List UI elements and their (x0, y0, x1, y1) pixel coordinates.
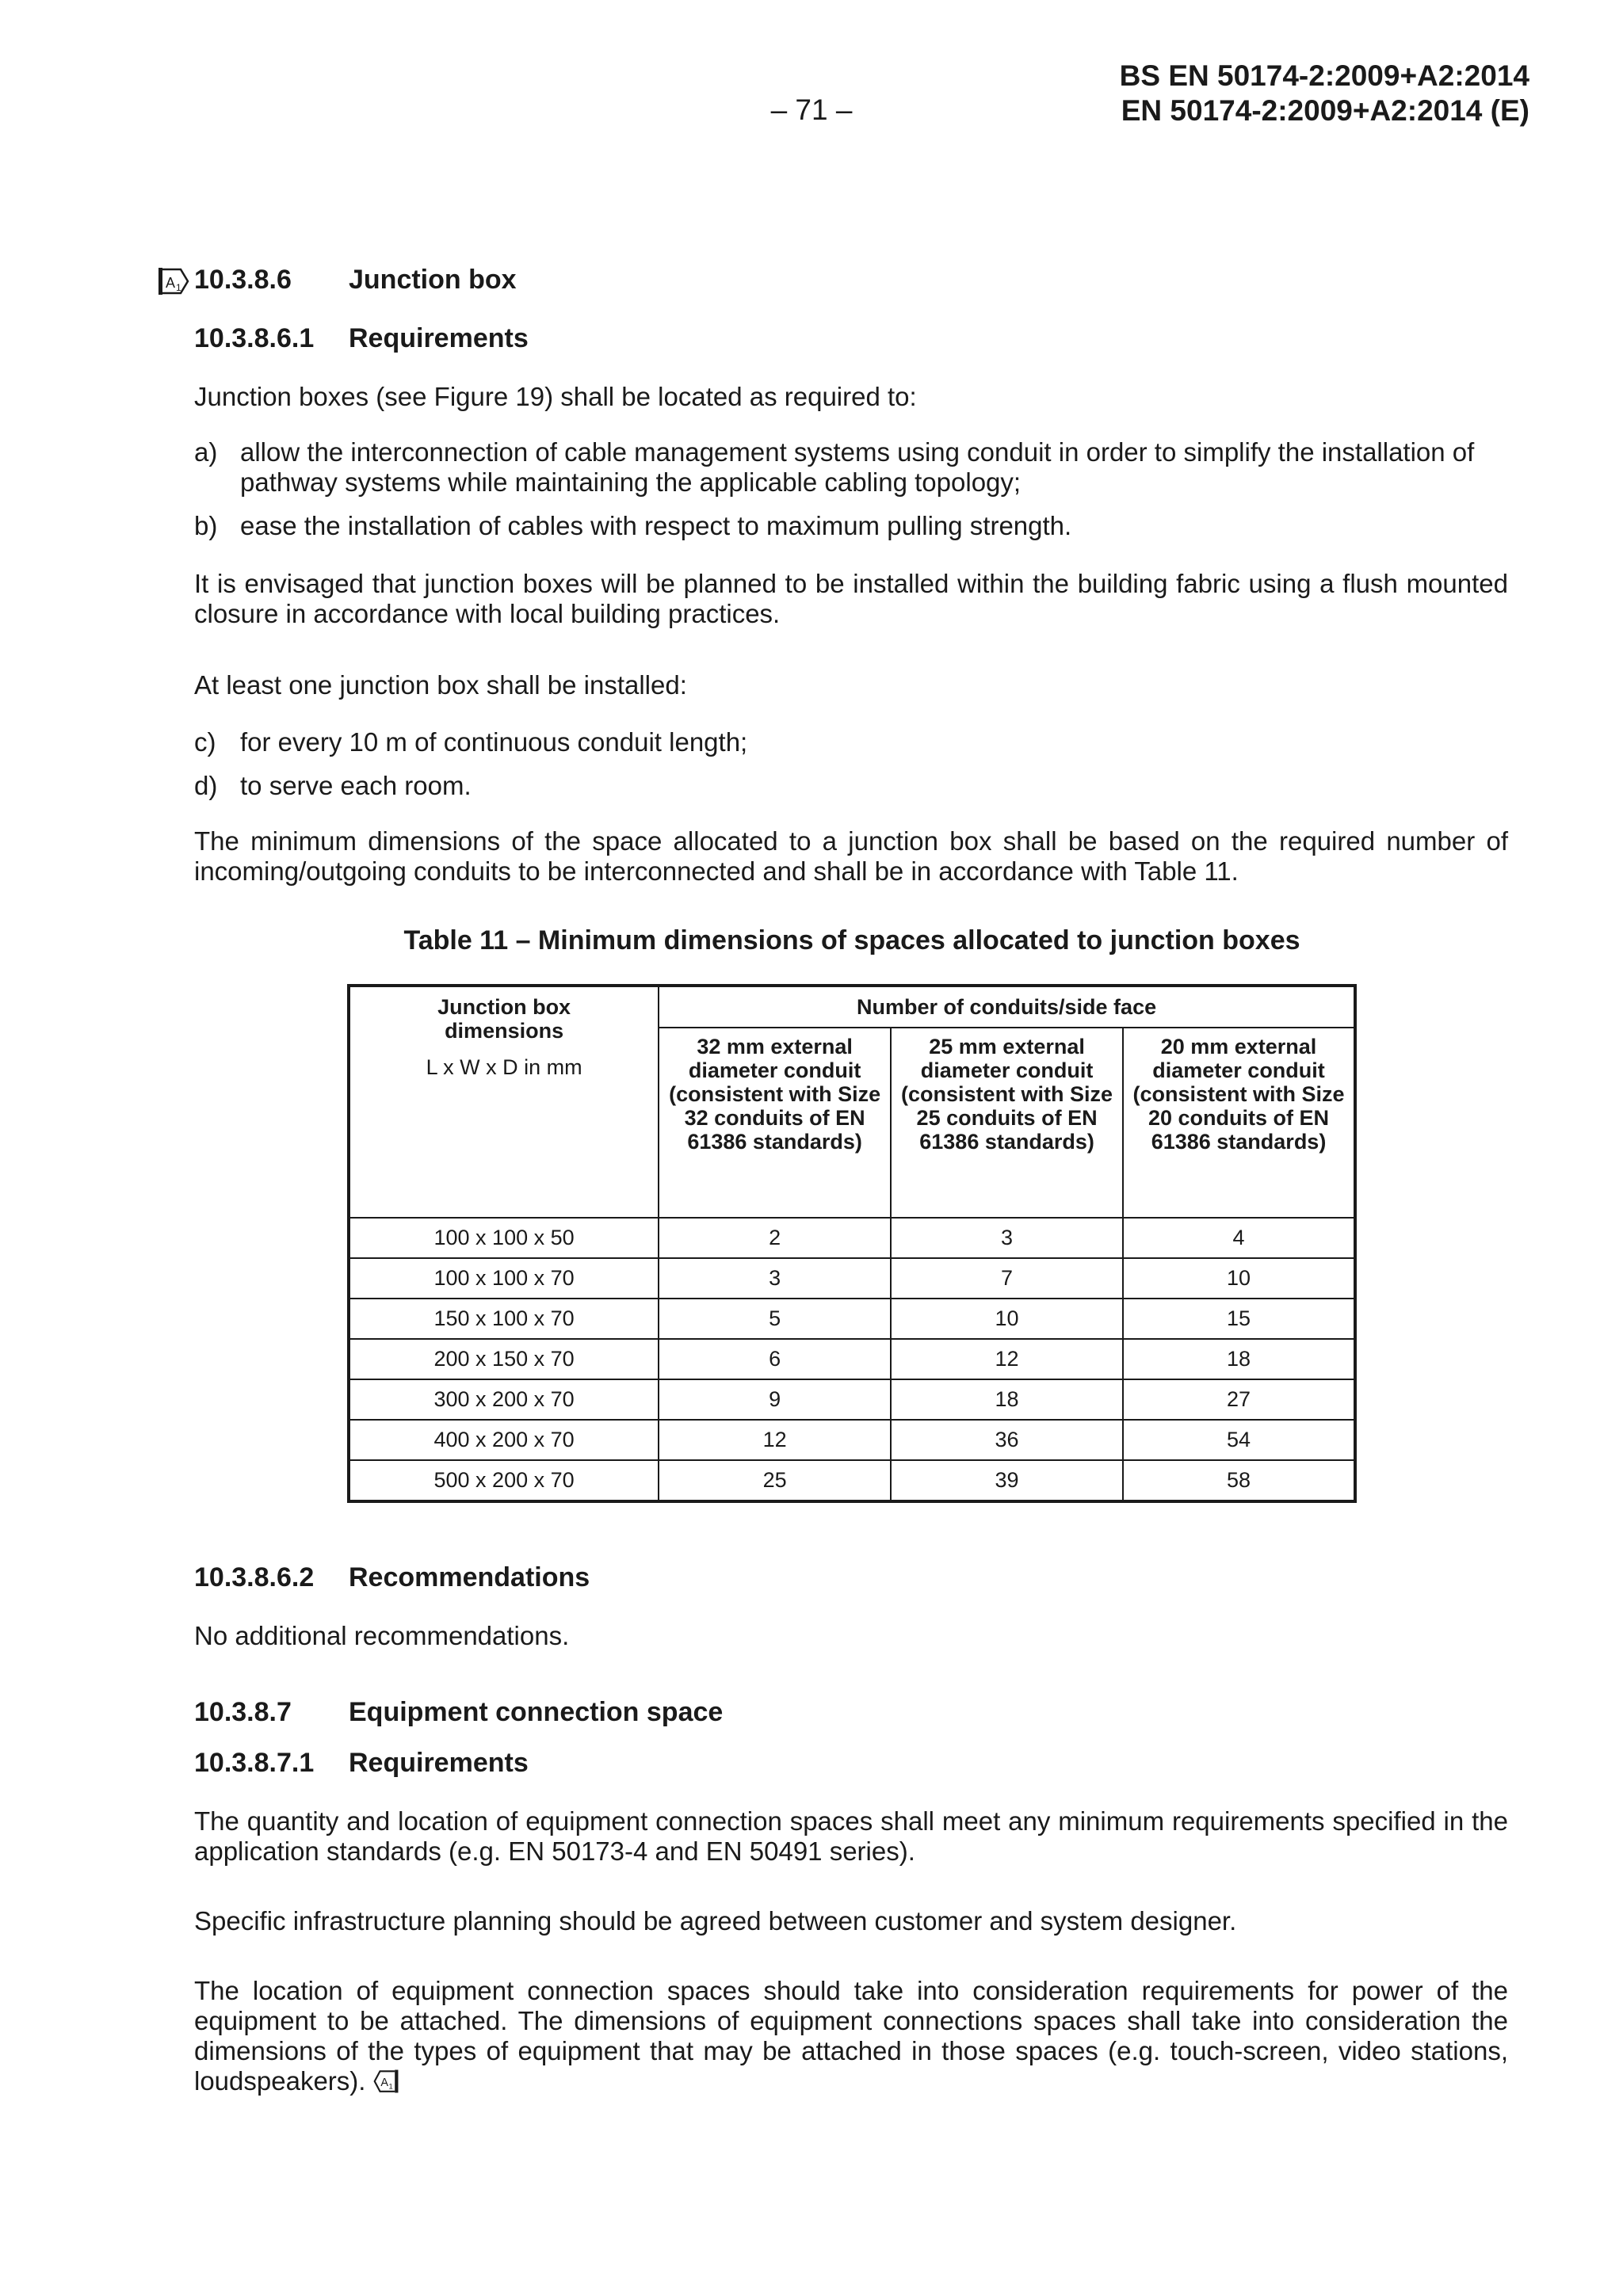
table-row (349, 1460, 1355, 1501)
paragraph-envisaged: It is envisaged that junction boxes will be planned to be installed within the building fabric using a flush mounted closure in accordance with local building practices. (194, 569, 1508, 628)
table-row (349, 1420, 1355, 1460)
list-text: to serve each room. (240, 771, 472, 800)
dimensions-unit: L x W x D in mm (426, 1055, 582, 1079)
amendment-end-marker-icon (373, 2068, 400, 2095)
paragraph-no-additional: No additional recommendations. (194, 1621, 570, 1650)
section-number: 10.3.8.6 (194, 265, 292, 295)
dimensions-header: Junction box dimensions (437, 995, 571, 1043)
section-number: 10.3.8.7.1 (194, 1748, 315, 1778)
table-row (349, 1258, 1355, 1299)
table-cell: 18 (1123, 1339, 1355, 1379)
heading-10-3-8-6 (194, 265, 517, 296)
page-number: – 71 – (770, 93, 853, 126)
table-cell: 58 (1123, 1460, 1355, 1501)
section-title: Junction box (349, 265, 517, 295)
svg-text:1: 1 (388, 2082, 393, 2091)
list-item-b (194, 511, 1508, 541)
table-cell: 500 x 200 x 70 (349, 1460, 659, 1501)
list-label: c) (194, 727, 216, 757)
table-cell: 27 (1123, 1379, 1355, 1420)
paragraph-intro: Junction boxes (see Figure 19) shall be located as required to: (194, 382, 917, 411)
table-cell: 7 (891, 1258, 1123, 1299)
table-header-row (349, 986, 1355, 1028)
svg-text:1: 1 (176, 282, 181, 293)
list-label: a) (194, 437, 218, 467)
table-cell: 3 (891, 1218, 1123, 1258)
table-cell: 6 (659, 1339, 891, 1379)
table-row (349, 1339, 1355, 1379)
heading-10-3-8-7 (194, 1697, 723, 1728)
table-cell: 39 (891, 1460, 1123, 1501)
list-item-d (194, 771, 1508, 801)
table-cell: 36 (891, 1420, 1123, 1460)
table-cell: 200 x 150 x 70 (349, 1339, 659, 1379)
table-cell: 4 (1123, 1218, 1355, 1258)
list-item-c (194, 727, 1508, 757)
table-cell: 3 (659, 1258, 891, 1299)
table-cell: 9 (659, 1379, 891, 1420)
table-cell: 150 x 100 x 70 (349, 1299, 659, 1339)
table-row (349, 1299, 1355, 1339)
table-cell: 300 x 200 x 70 (349, 1379, 659, 1420)
section-title: Recommendations (349, 1562, 590, 1592)
table-cell: 12 (659, 1420, 891, 1460)
amendment-start-marker-icon (157, 266, 190, 296)
paragraph-at-least: At least one junction box shall be installed: (194, 670, 687, 700)
col-header-32mm: 32 mm external diameter conduit (consistent with Size 32 conduits of EN 61386 standards) (659, 1028, 891, 1218)
section-number: 10.3.8.6.2 (194, 1562, 315, 1592)
list-text: for every 10 m of continuous conduit length; (240, 727, 748, 757)
section-title: Equipment connection space (349, 1697, 724, 1727)
heading-10-3-8-6-1 (194, 323, 529, 354)
paragraph-location (194, 1976, 1508, 2096)
table-row (349, 1218, 1355, 1258)
col-header-25mm: 25 mm external diameter conduit (consistent with Size 25 conduits of EN 61386 standards) (891, 1028, 1123, 1218)
document-identifier (1120, 59, 1529, 128)
table-caption: Table 11 – Minimum dimensions of spaces allocated to junction boxes (403, 925, 1300, 955)
col-header-20mm: 20 mm external diameter conduit (consistent with Size 20 conduits of EN 61386 standards) (1123, 1028, 1355, 1218)
table-cell: 100 x 100 x 50 (349, 1218, 659, 1258)
section-title: Requirements (349, 1748, 529, 1778)
table-cell: 12 (891, 1339, 1123, 1379)
list-item-a (194, 437, 1508, 498)
paragraph-minimum: The minimum dimensions of the space allocated to a junction box shall be based on the required number of incoming/outgoing conduits to be interconnected and shall be in accordance with Table 11. (194, 826, 1508, 886)
table-cell: 10 (891, 1299, 1123, 1339)
doc-id-line-2: EN 50174-2:2009+A2:2014 (E) (1121, 94, 1529, 127)
table-cell: 10 (1123, 1258, 1355, 1299)
table-cell: 25 (659, 1460, 891, 1501)
paragraph-quantity: The quantity and location of equipment connection spaces shall meet any minimum requirements specified in the application standards (e.g. EN 50173-4 and EN 50491 series). (194, 1806, 1508, 1866)
doc-id-line-1: BS EN 50174-2:2009+A2:2014 (1119, 59, 1529, 92)
junction-box-table (347, 984, 1357, 1503)
group-header-conduits: Number of conduits/side face (659, 986, 1355, 1028)
list-label: b) (194, 511, 218, 540)
table-cell: 5 (659, 1299, 891, 1339)
table-cell: 2 (659, 1218, 891, 1258)
section-number: 10.3.8.7 (194, 1697, 292, 1727)
table-cell: 18 (891, 1379, 1123, 1420)
table-cell: 100 x 100 x 70 (349, 1258, 659, 1299)
table-cell: 15 (1123, 1299, 1355, 1339)
section-number: 10.3.8.6.1 (194, 323, 315, 353)
list-label: d) (194, 771, 218, 800)
col-header-dimensions (349, 986, 659, 1218)
table-cell: 400 x 200 x 70 (349, 1420, 659, 1460)
paragraph-specific: Specific infrastructure planning should be agreed between customer and system designer. (194, 1906, 1237, 1936)
paragraph-location-text: The location of equipment connection spaces should take into consideration requirements for power of the equipment to be attached. The dimensions of equipment connections spaces shall take into consideration the dimensions of the types of equipment that may be attached in those spaces (e.g. touch-screen, video stations, loudspeakers). (194, 1976, 1508, 2096)
heading-10-3-8-6-2 (194, 1562, 590, 1593)
svg-text:A: A (380, 2076, 388, 2089)
svg-text:A: A (166, 275, 176, 291)
section-title: Requirements (349, 323, 529, 353)
table-row (349, 1379, 1355, 1420)
list-text: allow the interconnection of cable management systems using conduit in order to simplify the installation of pathway systems while maintaining the applicable cabling topology; (240, 437, 1475, 497)
table-cell: 54 (1123, 1420, 1355, 1460)
list-text: ease the installation of cables with respect to maximum pulling strength. (240, 511, 1072, 540)
heading-10-3-8-7-1 (194, 1748, 529, 1779)
